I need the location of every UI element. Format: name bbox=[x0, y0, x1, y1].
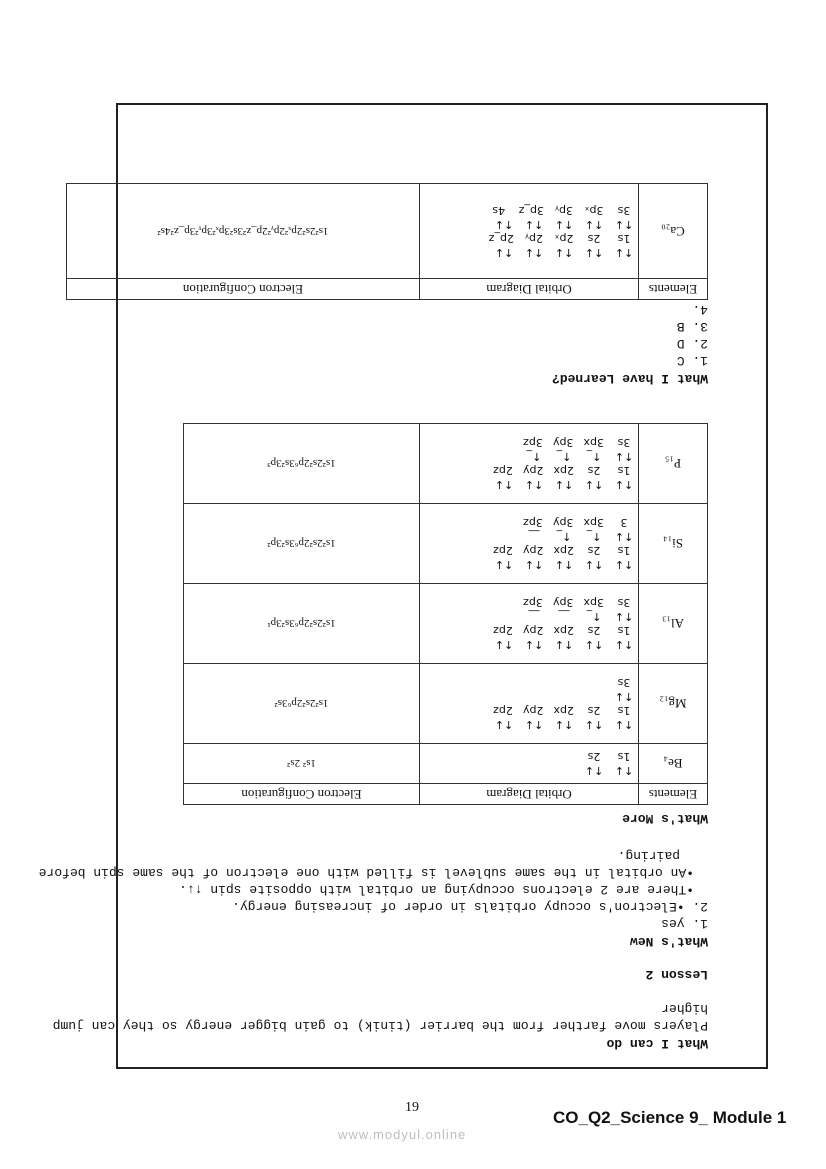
what-i-can-do-heading: What I can do bbox=[606, 1036, 708, 1051]
answer-text: 1. yes bbox=[661, 916, 708, 931]
orbital-labels: 1s 2s bbox=[587, 750, 631, 764]
orbital-diagram: ↑↓ ↑↓ ↑↓ ↑↓ ↑↓ 1s 2s 2px 2py 2pz ↑↓ ↑_ ↑_ __ 3 3px 3py 3pz bbox=[420, 504, 639, 584]
orbital-table-2 bbox=[66, 183, 708, 300]
element-symbol: P₁₅ bbox=[639, 424, 708, 504]
electron-configuration: 1s²2s²2p⁶3s²3p³ bbox=[184, 424, 420, 504]
whats-new-heading: What's New bbox=[629, 934, 708, 949]
table-row bbox=[184, 744, 708, 784]
page-number: 19 bbox=[405, 1100, 419, 1115]
electron-configuration: 1s²2s²2p⁶3s²3p² bbox=[184, 504, 420, 584]
answer-text: 3. B bbox=[676, 319, 708, 334]
header-cell: Orbital Diagram bbox=[420, 784, 639, 805]
header-cell: Electron Configuration bbox=[67, 279, 420, 300]
electron-configuration: 1s²2s²2pₓ²2pᵧ²2p_z²3s²3pₓ²3pᵧ²3p_z²4s² bbox=[67, 184, 420, 279]
lesson-heading: Lesson 2 bbox=[645, 967, 708, 982]
answer-text: 2. D bbox=[676, 336, 708, 351]
answer-text: •There are 2 electrons occupying an orbital with opposite spin ↑↓. bbox=[179, 882, 694, 897]
electron-configuration: 1s²2s²2p⁶3s²3p¹ bbox=[184, 584, 420, 664]
orbital-diagram: ↑↓ ↑↓ ↑↓ ↑↓ ↑↓ 1s 2s 2px 2py 2pz ↑↓ ↑_ __ __ 3s 3px 3py 3pz bbox=[420, 584, 639, 664]
answer-text: higher bbox=[661, 1001, 708, 1016]
table-row bbox=[184, 504, 708, 584]
table-row bbox=[184, 424, 708, 504]
module-footer: CO_Q2_Science 9_ Module 1 bbox=[553, 1108, 787, 1127]
orbital-diagram: ↑↓ ↑↓ ↑↓ ↑↓ ↑↓ 1s 2s 2px 2py 2pz ↑↓ ↑_ ↑_ ↑_ 3s 3px 3py 3pz bbox=[420, 424, 639, 504]
answer-text: •An orbital in the same sublevel is filled with one electron of the same spin before bbox=[38, 865, 694, 880]
header-cell: Elements bbox=[639, 279, 708, 300]
orbital-arrows: ↑↓ ↑↓ bbox=[584, 764, 634, 778]
header-cell: Orbital Diagram bbox=[420, 279, 639, 300]
answer-text: 1. C bbox=[676, 353, 708, 368]
element-symbol: Si₁₄ bbox=[639, 504, 708, 584]
table-header-row bbox=[184, 784, 708, 805]
table-row bbox=[67, 184, 708, 279]
table-row bbox=[184, 664, 708, 744]
header-cell: Elements bbox=[639, 784, 708, 805]
answer-key-frame bbox=[38, 103, 768, 1069]
watermark: www.modyul.online bbox=[338, 1127, 467, 1142]
table-header-row bbox=[67, 279, 708, 300]
orbital-diagram: ↑↓ ↑↓ ↑↓ ↑↓ ↑↓ 1s 2s 2px 2py 2pz ↑↓ 3s bbox=[420, 664, 639, 744]
element-symbol: Mg₁₂ bbox=[639, 664, 708, 744]
whats-more-heading: What's More bbox=[622, 811, 708, 826]
element-symbol: Ca₂₀ bbox=[639, 184, 708, 279]
answer-text: Players move farther from the barrier (tinik) to gain bigger energy so they can jump bbox=[52, 1018, 708, 1033]
orbital-diagram: ↑↓ ↑↓ ↑↓ ↑↓ ↑↓ 1s 2s 2pₓ 2pᵧ 2p_z ↑↓ ↑↓ ↑↓ ↑↓ ↑↓ 3s 3pₓ 3pᵧ 3p_z 4s bbox=[420, 184, 639, 279]
answer-text: 4. bbox=[692, 302, 708, 317]
what-i-have-learned-heading: What I have Learned? bbox=[551, 371, 708, 386]
table-row bbox=[184, 584, 708, 664]
electron-configuration: 1s² 2s² bbox=[184, 744, 420, 784]
orbital-diagram bbox=[420, 744, 639, 784]
answer-text: 2. •Electron's occupy orbitals in order of increasing energy. bbox=[232, 899, 708, 914]
electron-configuration: 1s²2s²2p⁶3s² bbox=[184, 664, 420, 744]
orbital-table-1 bbox=[183, 423, 708, 805]
answer-text: pairing. bbox=[617, 848, 680, 863]
element-symbol: Be₄ bbox=[639, 744, 708, 784]
element-symbol: Al₁₃ bbox=[639, 584, 708, 664]
header-cell: Electron Configuration bbox=[184, 784, 420, 805]
